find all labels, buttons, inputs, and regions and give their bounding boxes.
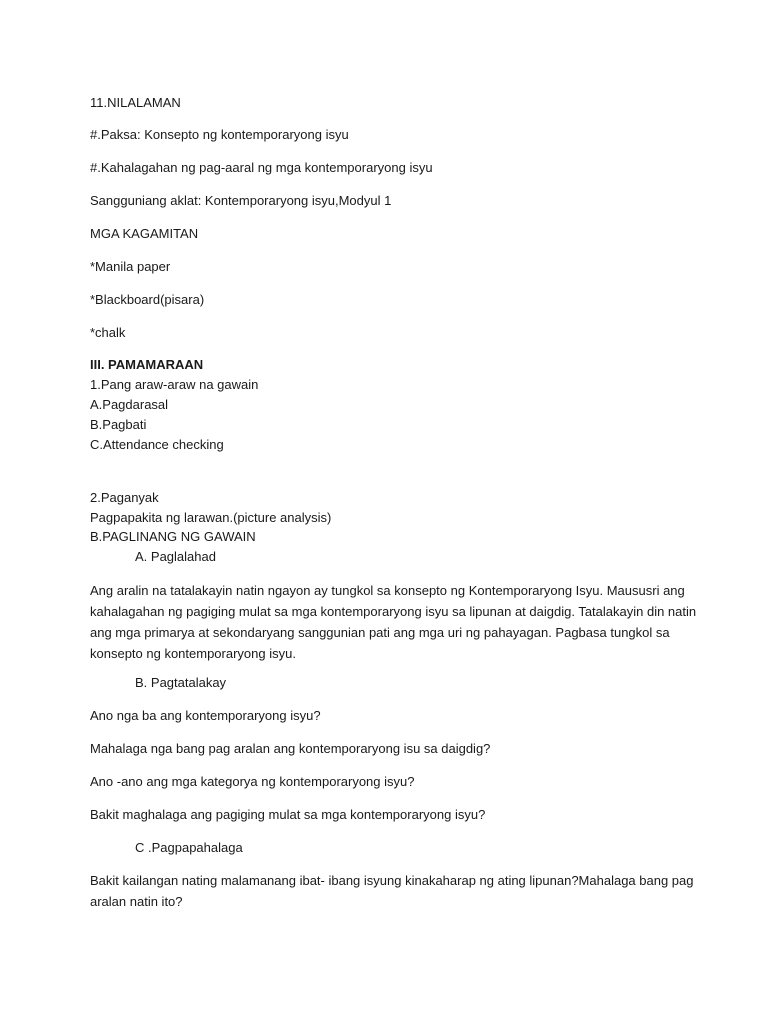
paragraph-line: kahalagahan ng pagiging mulat sa mga kontemporaryong isyu sa lipunan at daigdig. Tatalakayin din natin (90, 604, 697, 619)
kagamitan-item: *Manila paper (90, 259, 171, 274)
gawain-item: B.Pagbati (90, 417, 147, 432)
pagpapahalaga-paragraph (90, 870, 694, 912)
question-line: Ano -ano ang mga kategorya ng kontemporaryong isyu? (90, 774, 415, 789)
section-heading-nilalaman: 11.NILALAMAN (90, 95, 181, 110)
paganyak-text: Pagpapakita ng larawan.(picture analysis) (90, 510, 332, 525)
kagamitan-item: *Blackboard(pisara) (90, 292, 205, 307)
kahalagahan-line: #.Kahalagahan ng pag-aaral ng mga kontemporaryong isyu (90, 160, 433, 175)
paragraph-line: ang mga primarya at sekondaryang sanggunian pati ang mga uri ng pahayagan. Pagbasa tungkol sa (90, 625, 670, 640)
pagtatalakay-heading: B. Pagtatalakay (135, 675, 227, 690)
paragraph-line: Ang aralin na tatalakayin natin ngayon ay tungkol sa konsepto ng Kontemporaryong Isyu. Maususri ang (90, 583, 685, 598)
gawain-heading: 1.Pang araw-araw na gawain (90, 377, 259, 392)
pamamaraan-heading: III. PAMAMARAAN (90, 357, 204, 372)
paglinang-heading: B.PAGLINANG NG GAWAIN (90, 529, 256, 544)
paganyak-heading: 2.Paganyak (90, 490, 159, 505)
paragraph-line: aralan natin ito? (90, 894, 183, 909)
question-line: Bakit maghalaga ang pagiging mulat sa mga kontemporaryong isyu? (90, 807, 486, 822)
pagpapahalaga-heading: C .Pagpapahalaga (135, 840, 243, 855)
paglalahad-heading: A. Paglalahad (135, 549, 216, 564)
sanggunian-line: Sangguniang aklat: Kontemporaryong isyu,Modyul 1 (90, 193, 392, 208)
gawain-item: A.Pagdarasal (90, 397, 169, 412)
kagamitan-heading: MGA KAGAMITAN (90, 226, 199, 241)
question-line: Mahalaga nga bang pag aralan ang kontemporaryong isu sa daigdig? (90, 741, 491, 756)
paragraph-line: konsepto ng kontemporaryong isyu. (90, 646, 296, 661)
paglalahad-paragraph (90, 580, 697, 664)
kagamitan-item: *chalk (90, 325, 126, 340)
paksa-line: #.Paksa: Konsepto ng kontemporaryong isyu (90, 127, 349, 142)
question-line: Ano nga ba ang kontemporaryong isyu? (90, 708, 321, 723)
gawain-item: C.Attendance checking (90, 437, 224, 452)
paragraph-line: Bakit kailangan nating malamanang ibat- ibang isyung kinakaharap ng ating lipunan?Mahalaga bang pag (90, 873, 694, 888)
